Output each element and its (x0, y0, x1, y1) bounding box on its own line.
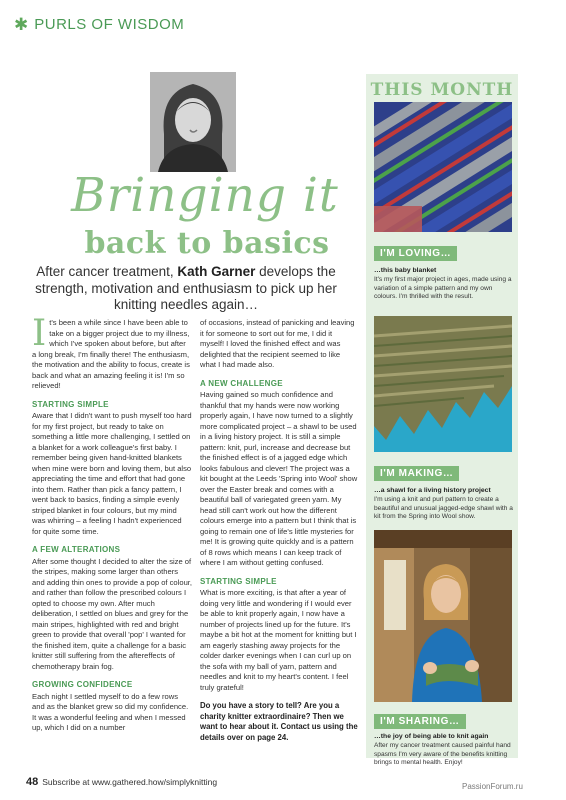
standfirst (22, 264, 350, 314)
portrait-image (150, 72, 236, 172)
badge-loving: I'M LOVING… (374, 246, 457, 261)
item-text: After my cancer treatment caused painful hand spasms I'm very aware of the benefits knitting brings to mental health. Enjoy! (374, 742, 511, 767)
item-title: …this baby blanket (374, 267, 437, 274)
item-title: …the joy of being able to knit again (374, 733, 489, 740)
page-footer (26, 776, 217, 788)
subscribe-link[interactable]: Subscribe at www.gathered.how/simplyknitting (42, 777, 218, 787)
body-column-1 (32, 313, 193, 742)
watermark: PassionForum.ru (462, 782, 523, 791)
item-title: …a shawl for a living history project (374, 487, 491, 494)
subhead-a-new-challenge: A NEW CHALLENGE (200, 378, 283, 388)
subhead-starting-simple: STARTING SIMPLE (32, 399, 109, 409)
author-portrait (150, 72, 236, 172)
intro-text: t's been a while since I have been able to take on a bigger project due to my illness, which I've spoken about before, but after a long break, I'm finally there! The enthusiasm, the motivation and the ability to focus, create is back and what an amazing feeling it is! I'm so relieved! (32, 318, 190, 390)
knitting-image (374, 530, 512, 702)
section-tag (14, 16, 184, 33)
paragraph: Each night I settled myself to do a few rows and as the blanket grew so did my confidence. It was a wonderful feeling and when I messed up, which I did on a number (32, 691, 189, 732)
item-text: It's my first major project in ages, made using a variation of a simple pattern and my own colours. I'm thrilled with the result. (374, 276, 512, 301)
body-column-2 (200, 318, 358, 751)
item-text: I'm using a knit and purl pattern to create a beautiful and unusual jagged-edge shawl with a kit from the Spring into Wool show. (374, 496, 513, 521)
section-label: PURLS OF WISDOM (34, 16, 185, 33)
subhead-growing-confidence: GROWING CONFIDENCE (32, 680, 133, 689)
paragraph: Having gained so much confidence and thankful that my hands were now working properly again, I have now turned to a slightly more complicated project – a shawl to be used in a living history project. It is still a simple pattern: knit, purl, increase and decrease but the finished effect is of a jagged edge which looks fabulous and clever! The project was a kit bought at the Leeds 'Spring into Wool' show over the Easter break and comes with a beautiful ball of variegated green yarn. My head still can't work out how the different colours emerge into a pattern but I think that is going to remain one of life's little mysteries for me! It is growing quite quickly and is a pattern of 8 rows which means I can keep track of where I am without getting confused. (200, 390, 358, 567)
headline-line-1: Bringing it (71, 168, 339, 223)
headline-line-2: back to basics (84, 226, 330, 261)
paragraph: of occasions, instead of panicking and leaving it for someone to sort out for me, I did it myself! I loved the finished effect and was delighted that the recipient seemed to like what I had made also. (200, 318, 355, 369)
call-to-action: Do you have a story to tell? Are you a charity knitter extraordinaire? Then we want to hear about it. Contact us using the details over on page 24. (200, 701, 358, 742)
paragraph: After some thought I decided to alter the size of the stripes, making some larger than others and adding thin ones to provide a pop of colour, and rather than follow the prescribed colours I opted to choose my own. After much deliberation, I settled on blues and grey for the main stripes, highlighted with red and bright green to provide that overall 'pop' I wanted for the finished item, quite a challenge for a basic knitter still suffering from the aftereffects of chemotherapy brain fog. (32, 556, 193, 671)
sidebar-heading: THIS MONTH (370, 80, 514, 100)
paragraph: Aware that I didn't want to push myself too hard for my first project, but ready to take on something a little more challenging, I settled on a blanket for a work colleague's first baby. I remember being given hand-knitted blankets when mine were born and loving them, but also appreciating the time and effort that had gone into them. Rather than pick a fancy pattern, I went back to basics, finding a simple evenly striped blanket in four colours, but my mind was whirring – a feeling I hadn't experienced for quite some time. (32, 411, 192, 536)
subhead-a-few-alterations: A FEW ALTERATIONS (32, 545, 121, 554)
blanket-image (374, 102, 512, 232)
standfirst-after: develops the strength, motivation and enthusiasm to pick up her knitting needles again… (35, 264, 337, 312)
standfirst-before: After cancer treatment, (36, 264, 178, 279)
shawl-image (374, 316, 512, 452)
star-icon: ✱ (14, 15, 29, 34)
badge-sharing: I'M SHARING… (374, 714, 466, 729)
subhead-starting-simple-2: STARTING SIMPLE (200, 576, 277, 586)
knitting-photo (374, 530, 512, 702)
shawl-photo (374, 316, 512, 452)
blanket-photo (374, 102, 512, 232)
paragraph: What is more exciting, is that after a year of doing very little and wondering if I would ever be able to knit properly again, I now have a number of projects lined up for the future. It's maybe a bit hot at the moment for knitting but I am eagerly stashing away projects for the colder darker evenings when I can curl up on the sofa with my ball of yarn, pattern and needles and knit to my heart's content. I feel truly grateful! (200, 588, 357, 692)
author-name: Kath Garner (177, 264, 256, 279)
drop-cap: I (32, 313, 47, 354)
badge-making: I'M MAKING… (374, 466, 459, 481)
this-month-sidebar (366, 74, 518, 767)
page-number: 48 (26, 776, 39, 788)
intro-paragraph (32, 313, 192, 392)
